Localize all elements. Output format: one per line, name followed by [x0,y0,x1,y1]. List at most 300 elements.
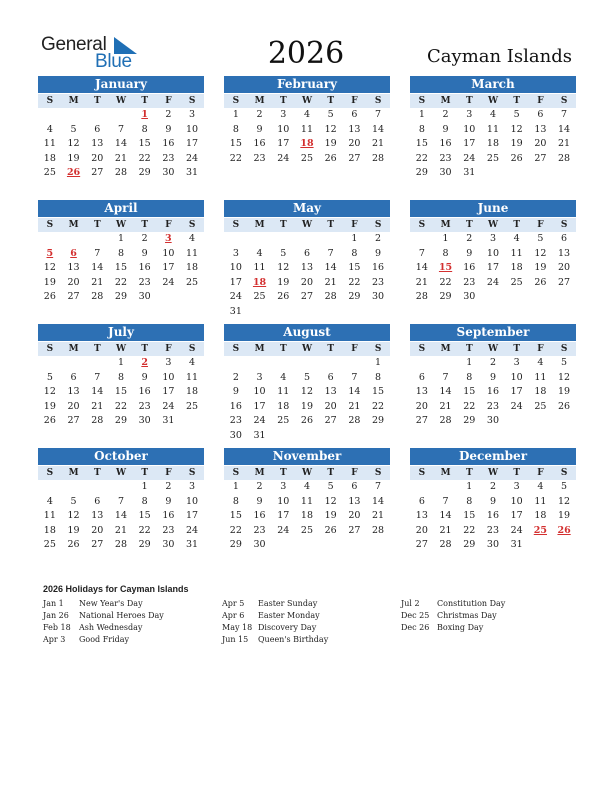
weekday-label: W [487,220,499,230]
day-cell: 8 [141,495,148,507]
day-cell: 7 [442,371,449,383]
day-cell: 3 [489,233,496,244]
day-grid [224,480,390,553]
day-cell: 5 [513,109,520,120]
day-cell: 23 [486,400,499,412]
weekday-label: M [68,220,79,230]
day-cell: 27 [534,152,547,164]
day-cell: 21 [558,138,571,150]
day-cell: 30 [486,415,499,427]
day-cell: 4 [489,109,496,120]
day-cell: 14 [439,386,452,398]
day-cell: 22 [138,524,151,536]
empty-cell [248,356,272,371]
day-cell: 3 [165,357,172,368]
day-cell: 20 [67,400,80,412]
holiday-name: Discovery Day [258,623,317,632]
day-cell: 5 [280,247,287,259]
holiday-date: Jan 1 [43,599,64,608]
day-cell: 12 [43,386,56,398]
day-cell: 11 [253,262,266,274]
day-cell: 16 [463,262,476,274]
logo-text-general: General [41,34,107,55]
day-cell: 24 [162,400,175,412]
day-cell: 29 [463,415,476,427]
weekday-label: T [513,344,521,354]
weekday-label: S [232,468,240,478]
day-cell: 16 [162,510,175,522]
day-cell: 16 [138,386,151,398]
weekday-label: M [440,344,451,354]
weekday-label: W [301,96,313,106]
weekday-label: M [440,220,451,230]
weekday-label: T [141,468,149,478]
day-cell: 12 [43,262,56,274]
day-cell: 17 [510,386,523,398]
day-cell: 1 [117,233,124,244]
day-cell: 20 [415,524,428,536]
empty-cell [271,356,295,371]
day-cell: 1 [418,109,425,120]
day-cell: 13 [91,510,104,522]
day-cell: 19 [277,276,290,288]
day-cell: 21 [415,276,428,288]
weekday-label: F [351,344,358,354]
day-cell: 27 [415,539,428,551]
weekday-label: S [418,96,426,106]
day-cell: 8 [117,247,124,259]
holiday-row [43,611,164,623]
weekday-label: F [351,220,358,230]
day-cell: 23 [162,524,175,536]
day-cell: 22 [114,276,127,288]
holiday-name: Boxing Day [437,623,484,632]
empty-cell [85,232,109,247]
day-cell: 19 [534,262,547,274]
day-cell: 13 [348,495,361,507]
day-cell: 6 [351,109,358,120]
day-cell: 25 [43,167,56,179]
day-cell: 18 [186,262,199,274]
day-cell: 15 [114,386,127,398]
day-cell: 26 [558,400,571,412]
day-cell: 7 [375,481,382,492]
day-cell: 4 [537,357,544,368]
day-cell: 28 [324,291,337,303]
day-cell: 18 [186,386,199,398]
day-cell: 26 [510,152,523,164]
day-cell: 28 [558,152,571,164]
day-cell: 6 [537,109,544,120]
month-february [224,76,390,166]
day-cell: 31 [253,429,266,441]
day-cell: 24 [162,276,175,288]
empty-cell [85,480,109,495]
day-cell: 6 [418,495,425,507]
day-grid [38,480,204,553]
day-cell: 15 [348,262,361,274]
weekday-label: T [513,220,521,230]
empty-cell [410,232,434,247]
day-cell: 18 [43,524,56,536]
day-cell: 15 [229,510,242,522]
day-cell: 11 [300,495,313,507]
day-cell: 6 [418,371,425,383]
day-cell: 25 [186,276,199,288]
day-grid [224,108,390,166]
day-cell: 12 [300,386,313,398]
weekday-label: T [93,220,101,230]
day-cell: 10 [463,123,476,135]
day-cell: 3 [280,481,287,492]
day-cell: 22 [229,524,242,536]
day-cell: 3 [466,109,473,120]
day-cell: 19 [43,400,56,412]
holiday-date: Dec 25 [401,611,430,620]
month-title: April [38,200,204,217]
day-cell: 27 [558,276,571,288]
empty-cell [38,356,62,371]
day-cell: 10 [229,262,242,274]
day-cell: 23 [486,524,499,536]
weekday-label: F [537,468,544,478]
day-cell: 8 [466,371,473,383]
day-cell: 15 [114,262,127,274]
weekday-label: S [560,468,568,478]
day-cell: 1 [442,233,449,244]
holiday-day: 1 [141,109,148,120]
day-cell: 2 [375,233,382,244]
day-cell: 16 [162,138,175,150]
month-march [410,76,576,181]
day-cell: 2 [466,233,473,244]
weekday-label: T [279,468,287,478]
day-cell: 14 [348,386,361,398]
day-cell: 21 [324,276,337,288]
weekday-label: M [68,96,79,106]
day-cell: 7 [117,495,124,507]
empty-cell [38,480,62,495]
day-cell: 11 [510,247,523,259]
day-grid [38,232,204,305]
weekday-label: S [188,96,196,106]
weekday-label: S [46,344,54,354]
day-cell: 4 [46,495,53,507]
day-cell: 17 [162,386,175,398]
day-cell: 5 [561,481,568,492]
day-cell: 28 [114,539,127,551]
day-cell: 13 [324,386,337,398]
weekday-label: T [327,220,335,230]
weekday-label: F [537,220,544,230]
month-title: September [410,324,576,341]
day-cell: 21 [114,152,127,164]
empty-cell [62,356,86,371]
month-december [410,448,576,553]
day-cell: 25 [300,524,313,536]
day-cell: 31 [162,415,175,427]
day-cell: 18 [534,386,547,398]
day-cell: 20 [348,510,361,522]
day-cell: 1 [232,109,239,120]
weekday-header [224,94,390,108]
day-cell: 4 [513,233,520,244]
weekday-label: F [537,96,544,106]
day-cell: 15 [229,138,242,150]
weekday-label: S [560,96,568,106]
weekday-label: T [279,96,287,106]
generalblue-logo [41,34,141,74]
empty-cell [62,108,86,123]
weekday-label: S [374,220,382,230]
day-cell: 11 [300,123,313,135]
day-cell: 8 [418,123,425,135]
weekday-label: T [141,96,149,106]
day-cell: 24 [229,291,242,303]
day-cell: 29 [138,167,151,179]
day-cell: 24 [486,276,499,288]
weekday-header [224,342,390,356]
day-cell: 9 [375,247,382,259]
day-cell: 12 [324,495,337,507]
weekday-label: T [279,220,287,230]
empty-cell [271,232,295,247]
weekday-label: T [465,220,473,230]
holiday-row [222,611,328,623]
day-cell: 4 [537,481,544,492]
day-cell: 11 [43,138,56,150]
day-cell: 18 [534,510,547,522]
day-cell: 24 [277,152,290,164]
day-cell: 3 [189,481,196,492]
day-cell: 20 [91,524,104,536]
empty-cell [38,232,62,247]
day-cell: 17 [186,510,199,522]
day-cell: 15 [463,386,476,398]
day-cell: 14 [558,123,571,135]
day-cell: 13 [67,386,80,398]
day-cell: 30 [372,291,385,303]
holiday-day: 5 [46,247,54,259]
day-cell: 8 [351,247,358,259]
day-cell: 20 [324,400,337,412]
day-cell: 21 [114,524,127,536]
weekday-label: S [418,344,426,354]
day-cell: 7 [442,495,449,507]
day-cell: 22 [463,400,476,412]
day-cell: 10 [510,495,523,507]
day-cell: 9 [165,495,172,507]
month-title: August [224,324,390,341]
month-july [38,324,204,429]
day-cell: 22 [114,400,127,412]
calendar-year: 2026 [267,36,345,71]
day-cell: 29 [463,539,476,551]
day-cell: 30 [229,429,242,441]
day-cell: 22 [415,152,428,164]
day-cell: 8 [232,495,239,507]
day-cell: 24 [186,152,199,164]
month-title: October [38,448,204,465]
month-title: June [410,200,576,217]
weekday-label: S [46,220,54,230]
day-cell: 8 [117,371,124,383]
day-cell: 14 [324,262,337,274]
day-cell: 18 [486,138,499,150]
holiday-row [43,623,164,635]
weekday-header [410,342,576,356]
day-cell: 27 [348,152,361,164]
weekday-header [38,218,204,232]
weekday-label: T [465,344,473,354]
weekday-label: T [513,468,521,478]
day-cell: 25 [534,400,547,412]
day-cell: 9 [165,123,172,135]
holiday-name: New Year's Day [79,599,143,608]
day-cell: 26 [43,291,56,303]
day-cell: 24 [253,415,266,427]
holiday-name: Easter Monday [258,611,320,620]
holiday-name: Constitution Day [437,599,506,608]
day-cell: 26 [534,276,547,288]
holiday-row [222,599,328,611]
holiday-date: Jan 26 [43,611,69,620]
day-cell: 30 [463,291,476,303]
day-cell: 31 [186,167,199,179]
day-cell: 21 [372,138,385,150]
day-cell: 5 [46,371,53,383]
day-cell: 11 [534,371,547,383]
day-cell: 23 [463,276,476,288]
day-cell: 5 [327,481,334,492]
day-cell: 20 [415,400,428,412]
logo-text-blue: Blue [95,51,132,72]
day-cell: 6 [94,495,101,507]
day-cell: 12 [558,371,571,383]
day-cell: 25 [486,152,499,164]
weekday-label: M [254,344,265,354]
month-title: July [38,324,204,341]
weekday-label: T [513,96,521,106]
weekday-label: W [301,468,313,478]
day-cell: 21 [439,524,452,536]
day-cell: 3 [513,481,520,492]
holiday-day: 2 [141,357,148,368]
holiday-day: 18 [252,276,267,288]
weekday-label: M [440,468,451,478]
day-cell: 30 [138,291,151,303]
holiday-column [43,599,164,647]
day-cell: 21 [348,400,361,412]
day-cell: 17 [463,138,476,150]
day-cell: 11 [186,247,199,259]
day-grid [410,108,576,181]
day-cell: 14 [439,510,452,522]
day-cell: 7 [351,371,358,383]
day-cell: 11 [534,495,547,507]
day-cell: 17 [510,510,523,522]
day-cell: 5 [561,357,568,368]
month-title: March [410,76,576,93]
weekday-label: T [93,96,101,106]
day-cell: 28 [348,415,361,427]
weekday-header [410,466,576,480]
empty-cell [85,356,109,371]
day-cell: 25 [253,291,266,303]
weekday-label: W [301,220,313,230]
holidays-title: 2026 Holidays for Cayman Islands [43,584,189,594]
holiday-date: Jul 2 [401,599,420,608]
day-grid [38,108,204,181]
day-cell: 9 [466,247,473,259]
day-cell: 2 [489,481,496,492]
day-cell: 21 [439,400,452,412]
day-cell: 15 [415,138,428,150]
weekday-label: M [68,344,79,354]
day-cell: 14 [114,510,127,522]
day-cell: 9 [141,371,148,383]
day-cell: 4 [280,371,287,383]
month-title: December [410,448,576,465]
day-cell: 1 [117,357,124,368]
holiday-name: Christmas Day [437,611,497,620]
day-cell: 2 [232,371,239,383]
day-cell: 27 [415,415,428,427]
weekday-label: S [46,96,54,106]
day-grid [410,480,576,553]
day-cell: 23 [138,276,151,288]
empty-cell [295,356,319,371]
holiday-row [222,635,328,647]
holiday-column [222,599,328,647]
day-cell: 9 [232,386,239,398]
day-cell: 24 [510,524,523,536]
weekday-header [38,94,204,108]
day-cell: 16 [253,510,266,522]
month-november [224,448,390,553]
day-cell: 6 [351,481,358,492]
holiday-day: 3 [165,233,172,244]
day-cell: 30 [439,167,452,179]
day-cell: 16 [229,400,242,412]
weekday-label: W [115,220,127,230]
day-cell: 2 [256,481,263,492]
day-cell: 17 [277,138,290,150]
day-grid [224,232,390,320]
day-cell: 20 [91,152,104,164]
weekday-header [224,218,390,232]
weekday-label: W [115,344,127,354]
weekday-label: T [327,468,335,478]
day-cell: 7 [418,247,425,259]
day-cell: 1 [232,481,239,492]
day-cell: 31 [186,539,199,551]
day-cell: 4 [46,123,53,135]
weekday-label: T [327,344,335,354]
weekday-label: S [374,96,382,106]
holiday-date: Apr 6 [222,611,245,620]
day-cell: 12 [534,247,547,259]
day-cell: 14 [415,262,428,274]
day-cell: 29 [372,415,385,427]
day-cell: 18 [277,400,290,412]
day-cell: 13 [300,262,313,274]
month-september [410,324,576,429]
weekday-label: W [115,468,127,478]
day-cell: 18 [510,262,523,274]
day-cell: 16 [486,386,499,398]
day-cell: 7 [117,123,124,135]
